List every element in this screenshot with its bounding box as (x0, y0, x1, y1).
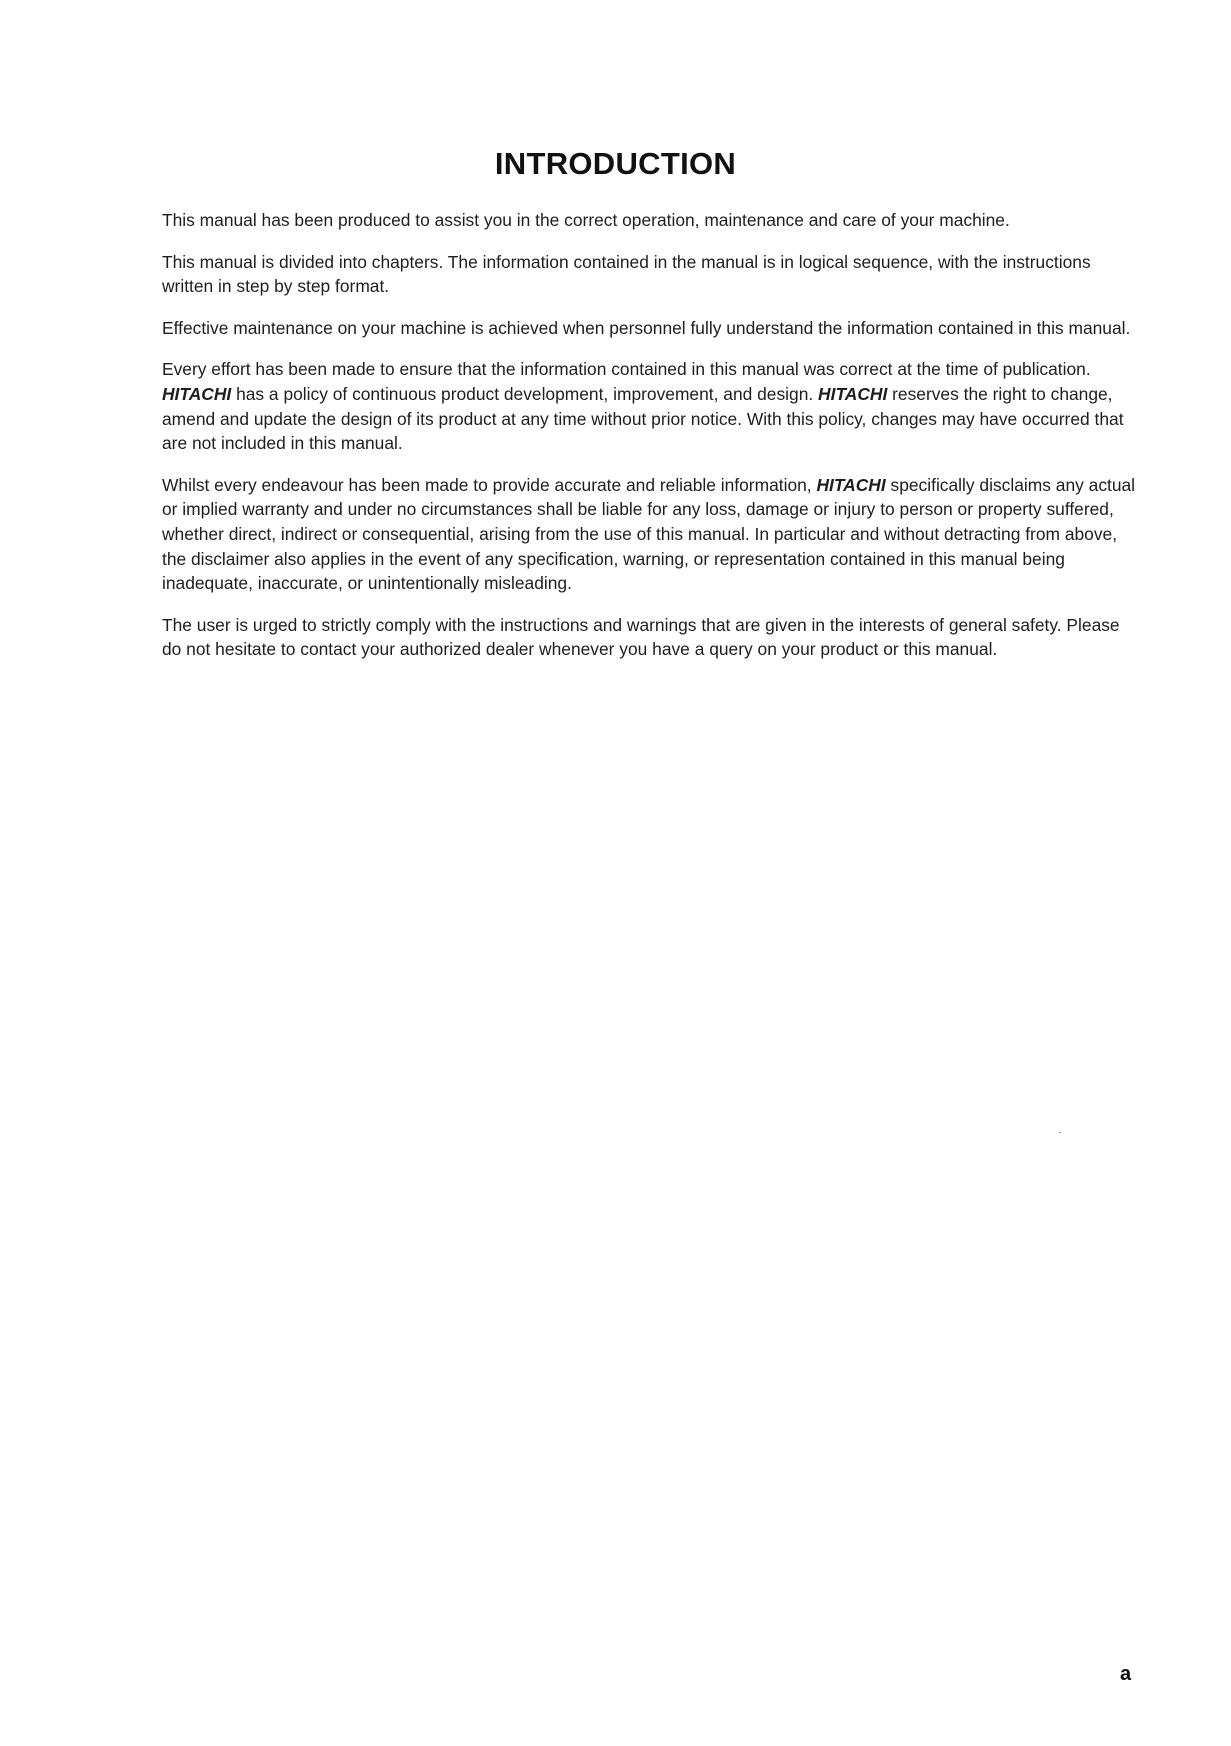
page-title: INTRODUCTION (494, 146, 737, 181)
paragraph-policy (162, 357, 1137, 455)
paragraph-policy-text-3: reserves the right to change, amend and update the design of its product at any time without prior notice. With this policy, changes may have occurred that are not included in this manual. (162, 383, 1124, 454)
brand-name: HITACHI (816, 474, 886, 495)
paragraph-disclaimer (162, 473, 1137, 596)
paragraph-disclaimer-text-2: specifically disclaims any actual or implied warranty and under no circumstances shall be liable for any loss, damage or injury to person or property suffered, whether direct, indirect or consequential, arising from the use of this manual. In particular and without detracting from above, the disclaimer also applies in the event of any specification, warning, or representation contained in this manual being inadequate, inaccurate, or unintentionally misleading. (162, 474, 1136, 594)
scan-speck (1059, 1132, 1061, 1133)
paragraph-structure: This manual is divided into chapters. The information contained in the manual is in logical sequence, with the instructions written in step by step format. (162, 251, 1091, 297)
paragraph-purpose: This manual has been produced to assist you in the correct operation, maintenance and care of your machine. (162, 210, 1010, 230)
paragraph-maintenance: Effective maintenance on your machine is achieved when personnel fully understand the information contained in this manual. (162, 317, 1131, 338)
paragraph-policy-text-1: Every effort has been made to ensure that the information contained in this manual was correct at the time of publication. (162, 359, 1091, 380)
brand-name: HITACHI (162, 383, 232, 404)
body-text (162, 208, 1137, 679)
paragraph-disclaimer-text-1: Whilst every endeavour has been made to provide accurate and reliable information, (162, 474, 817, 495)
brand-name: HITACHI (818, 383, 888, 404)
paragraph-policy-text-2: has a policy of continuous product development, improvement, and design. (231, 383, 819, 404)
page-number: a (1120, 1663, 1132, 1685)
paragraph-safety: The user is urged to strictly comply with the instructions and warnings that are given in the interests of general safety. Please do not hesitate to contact your authorized dealer whenever you have a query on your product or this manual. (162, 614, 1120, 660)
